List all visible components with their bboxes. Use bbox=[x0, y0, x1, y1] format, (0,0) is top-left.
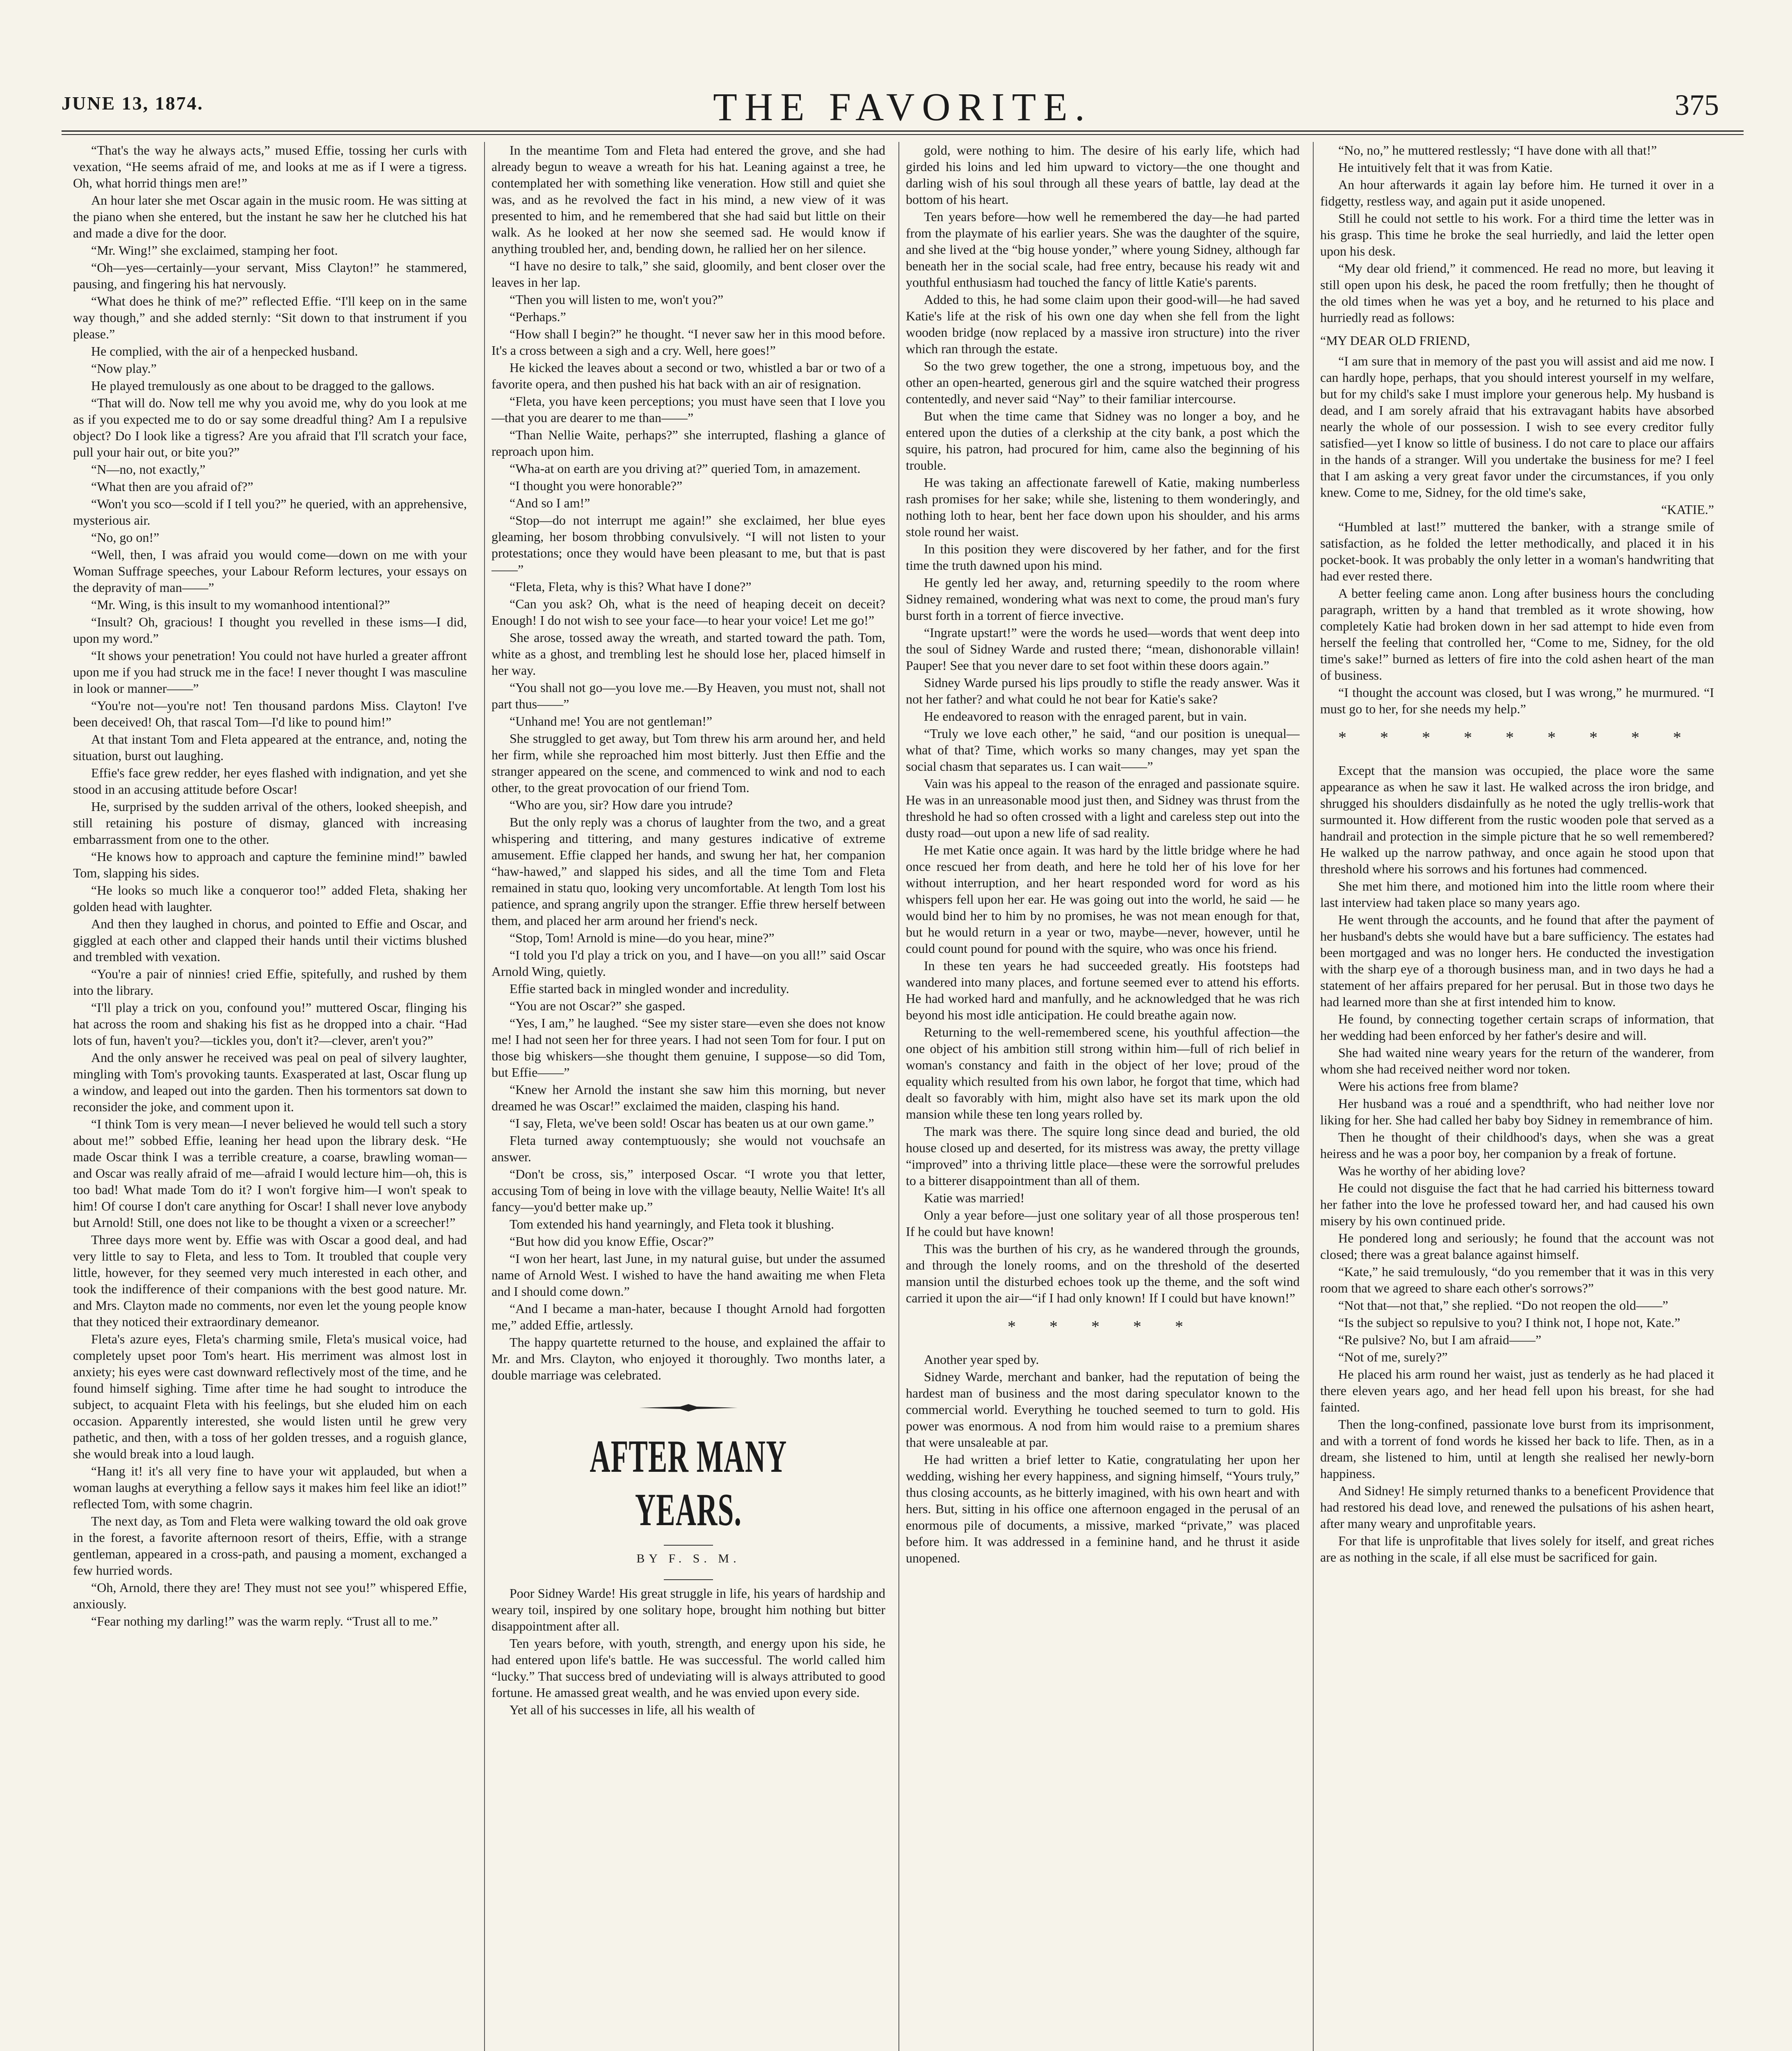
paragraph: He had written a brief letter to Katie, congratulating her upon her wedding, wishing her every happiness, and signing himself, “Yours truly,” thus closing accounts, as he bitterly imagined, with his own heart and with hers. But, sitting in his office one afternoon engaged in the perusal of an enormous pile of documents, a missive, marked “private,” was placed before him. It was addressed in a feminine hand, and he thrust it aside unopened. bbox=[906, 1452, 1300, 1565]
paragraph: “You shall not go—you love me.—By Heaven, you must not, shall not part thus——” bbox=[491, 680, 885, 711]
paragraph: In the meantime Tom and Fleta had entered the grove, and she had already begun to weave a wreath for his hat. Leaning against a tree, he contemplated her with something like veneration. How still and quiet she was, and as he revolved the fact in his mind, a new view of it was presented to him, and he remembered that she had said but little on their walk. As he looked at her now she seemed sad. He would know if anything troubled her, and, bending down, he rallied her on her silence. bbox=[491, 143, 885, 256]
paragraph: “That's the way he always acts,” mused Effie, tossing her curls with vexation, “He seems afraid of me, and looks at me as if I were a tigress. Oh, what horrid things men are!” bbox=[73, 143, 467, 190]
paragraph: “Fear nothing my darling!” was the warm reply. “Trust all to me.” bbox=[91, 1614, 438, 1628]
paragraph: And Sidney! He simply returned thanks to a beneficent Providence that had restored his dead love, and renewed the pulsations of his ashen heart, after many weary and unprofitable years. bbox=[1320, 1483, 1714, 1531]
story-text-part-4 bbox=[1320, 518, 1714, 717]
paragraph: “It shows your penetration! You could not have hurled a greater affront upon me if you had struck me in the face! I never thought I was masculine in look or manner——” bbox=[73, 648, 467, 696]
paragraph: “And so I am!” bbox=[510, 496, 590, 510]
paragraph: He intuitively felt that it was from Katie. bbox=[1338, 160, 1553, 175]
section-break-stars: * * * * * * * * * bbox=[1338, 728, 1696, 747]
paragraph: “Who are you, sir? How dare you intrude? bbox=[510, 797, 733, 812]
paragraph: Vain was his appeal to the reason of the enraged and passionate squire. He was in an unreasonable mood just then, and Sidney was thrust from the threshold he had so often crossed with a light and careless step out into the dusty road—out upon a new life of sad reality. bbox=[906, 776, 1300, 840]
paragraph: “I won her heart, last June, in my natural guise, but under the assumed name of Arnold West. I wished to have the hand awaiting me when Fleta and I should come down.” bbox=[491, 1251, 885, 1299]
paragraph: “He looks so much like a conqueror too!” added Fleta, shaking her golden head with laughter. bbox=[73, 883, 467, 914]
paragraph: “What then are you afraid of?” bbox=[91, 479, 254, 494]
paragraph: “Won't you sco—scold if I tell you?” he queried, with an apprehensive, mysterious air. bbox=[73, 496, 467, 528]
masthead bbox=[62, 84, 1744, 129]
paragraph: Was he worthy of her abiding love? bbox=[1338, 1163, 1525, 1178]
paragraph: “I have no desire to talk,” she said, gloomily, and bent closer over the leaves in her lap. bbox=[491, 258, 885, 290]
paragraph: “How shall I begin?” he thought. “I never saw her in this mood before. It's a cross between a sigh and a cry. Well, here goes!” bbox=[491, 327, 885, 358]
paragraph: She struggled to get away, but Tom threw his arm around her, and held her firm, while she reproached him most bitterly. Just then Effie and the stranger appeared on the scene, and commenced to wink and nod to each other, to the great provocation of our friend Tom. bbox=[491, 731, 885, 795]
paragraph: He met Katie once again. It was hard by the little bridge where he had once rescued her from death, and here he told her of his love for her without interruption, and her heart responded word for word as his whispers fell upon her ear. He was going out into the world, he said — he would bind her to him by no promises, he was not mean enough for that, but he would return in a year or two, maybe—never, however, until he could count pound for pound with the squire, who was once his friend. bbox=[906, 843, 1300, 956]
paragraph: An hour later she met Oscar again in the music room. He was sitting at the piano when she entered, but the instant he saw her he clutched his hat and made a dive for the door. bbox=[73, 193, 467, 240]
paragraph: “Mr. Wing!” she exclaimed, stamping her foot. bbox=[91, 243, 338, 258]
paragraph: Added to this, he had some claim upon their good-will—he had saved Katie's life at the risk of his own one day when she fell from the light wooden bridge (now replaced by a massive iron structure) into the river which ran through the estate. bbox=[906, 292, 1300, 356]
headline-rule bbox=[664, 1545, 713, 1546]
paragraph: In these ten years he had succeeded greatly. His footsteps had wandered into many places, and fortune seemed ever to attend his efforts. He had worked hard and manfully, and he acknowledged that he was rich beyond his most idle anticipation. He could breathe again now. bbox=[906, 958, 1300, 1022]
paragraph: “Is the subject so repulsive to you? I think not, I hope not, Kate.” bbox=[1338, 1315, 1680, 1330]
paragraph: “Than Nellie Waite, perhaps?” she interrupted, flashing a glance of reproach upon him. bbox=[491, 427, 885, 459]
paragraph: He found, by connecting together certain scraps of information, that her wedding had been enforced by her father's desire and will. bbox=[1320, 1012, 1714, 1043]
paragraph: “You're a pair of ninnies! cried Effie, spitefully, and rushed by them into the library. bbox=[73, 966, 467, 998]
paragraph: “I thought you were honorable?” bbox=[510, 478, 683, 493]
paragraph: “Hang it! it's all very fine to have your wit applauded, but when a woman laughs at everything a fellow says it makes him feel like an idiot!” reflected Tom, with some chagrin. bbox=[73, 1464, 467, 1511]
paragraph: “No, go on!” bbox=[91, 530, 160, 545]
paragraph: The mark was there. The squire long since dead and buried, the old house closed up and deserted, for its mistress was away, the pretty village “improved” into a thriving little place—these were the sorrowful preludes to a bitterer disappointment than all of them. bbox=[906, 1124, 1300, 1188]
paragraph: “You are not Oscar?” she gasped. bbox=[510, 998, 686, 1013]
paragraph: She arose, tossed away the wreath, and started toward the path. Tom, white as a ghost, and trembling lest he should lose her, placed himself in her way. bbox=[491, 630, 885, 678]
paragraph: “Oh, Arnold, there they are! They must not see you!” whispered Effie, anxiously. bbox=[73, 1580, 467, 1611]
paragraph: An hour afterwards it again lay before him. He turned it over in a fidgetty, restless way, and again put it aside unopened. bbox=[1320, 177, 1714, 208]
paragraph: “Perhaps.” bbox=[510, 309, 566, 324]
paragraph: “My dear old friend,” it commenced. He read no more, but leaving it still open upon his desk, he paced the room fretfully; then he thought of the old times when he was yet a boy, and he returned to his place and hurriedly read as follows: bbox=[1320, 261, 1714, 325]
story-byline: BY F. S. M. bbox=[636, 1552, 741, 1565]
paragraph: “Not that—not that,” she replied. “Do not reopen the old——” bbox=[1338, 1298, 1669, 1313]
paragraph: “Re pulsive? No, but I am afraid——” bbox=[1338, 1332, 1541, 1347]
paragraph: Fleta turned away contemptuously; she would not vouchsafe an answer. bbox=[491, 1133, 885, 1164]
paragraph: “Oh—yes—certainly—your servant, Miss Clayton!” he stammered, pausing, and fingering his hat nervously. bbox=[73, 260, 467, 291]
paragraph: “Insult? Oh, gracious! I thought you revelled in these isms—I did, upon my word.” bbox=[73, 614, 467, 646]
paragraph: He kicked the leaves about a second or two, whistled a bar or two of a favorite opera, and then pushed his hat back with an air of resignation. bbox=[491, 360, 885, 391]
paragraph: “Yes, I am,” he laughed. “See my sister stare—even she does not know me! I had not seen her for three years. I had not seen Tom for four. I put on those big whiskers—she thought them genuine, I suppose—so did Tom, but Effie——” bbox=[491, 1016, 885, 1080]
column-3 bbox=[906, 142, 1300, 2051]
paragraph: This was the burthen of his cry, as he wandered through the grounds, and through the lonely rooms, and on the threshold of the deserted mansion until the disturbed echoes took up the theme, and the soft wind carried it upon the air—“if I had only known! If I could but have known!” bbox=[906, 1241, 1300, 1305]
paragraph: He went through the accounts, and he found that after the payment of her husband's debts she would have but a bare sufficiency. The estates had been mortgaged and was no longer hers. He conducted the investigation with the sharp eye of a thorough business man, and in two days he had a statement of her affairs prepared for her perusal. But in those two days he had learned more than she at first intended him to know. bbox=[1320, 912, 1714, 1009]
paragraph: “Wha-at on earth are you driving at?” queried Tom, in amazement. bbox=[510, 461, 861, 476]
paragraph: “N—no, not exactly,” bbox=[91, 462, 206, 477]
story-headline: AFTER MANY YEARS. bbox=[590, 1431, 787, 1535]
paragraph: He gently led her away, and, returning speedily to the room where Sidney remained, wondering what was next to come, the proud man's fury burst forth in a torrent of fierce invective. bbox=[906, 575, 1300, 623]
paragraph: Only a year before—just one solitary year of all those prosperous ten! If he could but have known! bbox=[906, 1208, 1300, 1239]
masthead-rule bbox=[62, 130, 1744, 135]
paragraph: “Mr. Wing, is this insult to my womanhood intentional?” bbox=[91, 597, 390, 612]
column-divider bbox=[484, 142, 485, 2051]
paragraph: “Knew her Arnold the instant she saw him this morning, but never dreamed he was Oscar!” exclaimed the maiden, clasping his hand. bbox=[491, 1082, 885, 1113]
paragraph: Then he thought of their childhood's days, when she was a great heiress and he was a poor boy, her companion by a freak of fortune. bbox=[1320, 1130, 1714, 1161]
paragraph: “You're not—you're not! Ten thousand pardons Miss. Clayton! I've been deceived! Oh, that rascal Tom—I'd like to pound him!” bbox=[73, 698, 467, 729]
paragraph: “Truly we love each other,” he said, “and our position is unequal—what of that? Time, which works so many changes, may yet span the social chasm that separates us. I can wait——” bbox=[906, 726, 1300, 774]
paragraph: Then the long-confined, passionate love burst from its imprisonment, and with a torrent of fond words he kissed her back to life. Then, as in a dream, she listened to him, until at length she realised her newly-born happiness. bbox=[1320, 1417, 1714, 1481]
letter-body: “I am sure that in memory of the past you will assist and aid me now. I can hardly hope, perhaps, that you should interest yourself in my welfare, but for my child's sake I must implore your generous help. My husband is dead, and I am sorely afraid that his extravagant habits have absorbed nearly the whole of our possession. I wish to see every creditor fully satisfied—yet I know so little of business. I do not care to place our affairs in the hands of a stranger. Will you undertake the business for me? I feel that I am asking a very great favor under the circumstances, if you only knew. Come to me, Sidney, for the old time's sake, bbox=[1320, 354, 1714, 500]
paragraph: “Can you ask? Oh, what is the need of heaping deceit on deceit? Enough! I do not wish to see your face—to hear your voice! Let me go!” bbox=[491, 596, 885, 628]
paragraph: Sidney Warde pursed his lips proudly to stifle the ready answer. Was it not her father? and what could he not bear for Katie's sake? bbox=[906, 675, 1300, 706]
paragraph: But the only reply was a chorus of laughter from the two, and a great whispering and tittering, and many gestures indicative of extreme amusement. Effie clapped her hands, and swung her hat, her companion “haw-hawed,” and slapped his sides, and all the time Tom and Fleta remained in statu quo, looking very uncomfortable. At length Tom lost his patience, and sprang angrily upon the stranger. Effie threw herself between them, and placed her arm around her friend's neck. bbox=[491, 815, 885, 928]
paragraph: “I thought the account was closed, but I was wrong,” he murmured. “I must go to her, for she needs my help.” bbox=[1320, 685, 1714, 716]
paragraph: “I told you I'd play a trick on you, and I have—on you all!” said Oscar Arnold Wing, quietly. bbox=[491, 948, 885, 979]
section-break-stars: * * * * * bbox=[1008, 1317, 1198, 1336]
paragraph: And the only answer he received was peal on peal of silvery laughter, mingling with Tom's provoking taunts. Exasperated at last, Oscar flung up a window, and leaped out into the garden. Then his tormentors sat down to reconsider the joke, and comment upon it. bbox=[73, 1050, 467, 1114]
paragraph: He played tremulously as one about to be dragged to the gallows. bbox=[91, 378, 435, 393]
paragraph: Returning to the well-remembered scene, his youthful affection—the one object of his ambition still strong within him—full of rich belief in woman's constancy and faith in the object of her love; proud of the equality which resulted from his own labor, he forgot that time, which had dealt so favorably with him, might also have set its mark upon the old mansion while these ten long years rolled by. bbox=[906, 1025, 1300, 1121]
column-2 bbox=[491, 142, 885, 2051]
ornamental-divider bbox=[491, 1400, 885, 1416]
paragraph: The happy quartette returned to the house, and explained the affair to Mr. and Mrs. Clayton, who enjoyed it thoroughly. Two months later, a double marriage was celebrated. bbox=[491, 1335, 885, 1382]
paragraph: “Stop—do not interrupt me again!” she exclaimed, her blue eyes gleaming, her bosom throbbing convulsively. “I will not listen to your protestations; once they would have been pleasant to me, but that is past——” bbox=[491, 513, 885, 577]
paragraph: At that instant Tom and Fleta appeared at the entrance, and, noting the situation, burst out laughing. bbox=[73, 732, 467, 763]
paragraph: Her husband was a roué and a spendthrift, who had neither love nor liking for her. She had called her baby boy Sidney in remembrance of him. bbox=[1320, 1096, 1714, 1127]
paragraph: So the two grew together, the one a strong, impetuous boy, and the other an open-hearted, generous girl and the squire watched their progress contentedly, and never said “Nay” to their familiar intercourse. bbox=[906, 359, 1300, 406]
paragraph: Tom extended his hand yearningly, and Fleta took it blushing. bbox=[510, 1217, 834, 1231]
story-opening-text bbox=[491, 1585, 885, 1718]
paragraph: Another year sped by. bbox=[924, 1352, 1039, 1367]
paragraph: Poor Sidney Warde! His great struggle in life, his years of hardship and weary toil, inspired by one solitary hope, brought him nothing but bitter disappointment after all. bbox=[491, 1586, 885, 1633]
paragraph: He could not disguise the fact that he had carried his bitterness toward her father into the love he professed toward her, and had caused his own misery by his own continued pride. bbox=[1320, 1181, 1714, 1228]
paragraph: “Now play.” bbox=[91, 361, 157, 376]
paragraph: “Unhand me! You are not gentleman!” bbox=[510, 714, 713, 729]
paragraph: Still he could not settle to his work. For a third time the letter was in his grasp. This time he broke the seal hurriedly, and laid the letter open upon his desk. bbox=[1320, 211, 1714, 258]
paragraph: He endeavored to reason with the enraged parent, but in vain. bbox=[924, 709, 1247, 724]
paragraph: Effie's face grew redder, her eyes flashed with indignation, and yet she stood in an accusing attitude before Oscar! bbox=[73, 765, 467, 797]
paragraph: “I say, Fleta, we've been sold! Oscar has beaten us at our own game.” bbox=[510, 1116, 874, 1131]
paragraph: Ten years before, with youth, strength, and energy upon his side, he had entered upon life's battle. He was successful. The world called him “lucky.” That success bred of undeviating will is always attributed to good fortune. He amassed great wealth, and he was envied upon every side. bbox=[491, 1636, 885, 1700]
paragraph: “But how did you know Effie, Oscar?” bbox=[510, 1234, 714, 1249]
issue-date: JUNE 13, 1874. bbox=[62, 93, 204, 114]
paragraph: “Stop, Tom! Arnold is mine—do you hear, mine?” bbox=[510, 930, 775, 945]
paragraph: “I'll play a trick on you, confound you!” muttered Oscar, flinging his hat across the room and shaking his fist as he dropped into a chair. “Had lots of fun, haven't you?—tickles you, don't it?—clever, aren't you?” bbox=[73, 1000, 467, 1048]
paragraph: In this position they were discovered by her father, and for the first time the truth dawned upon his mind. bbox=[906, 541, 1300, 573]
paragraph: Ten years before—how well he remembered the day—he had parted from the playmate of his earlier years. She was the daughter of the squire, and she lived at the “big house yonder,” where young Sidney, although far beneath her in the social scale, had free entry, because his ready wit and youthful enthusiasm had touched the fancy of little Katie's parents. bbox=[906, 209, 1300, 290]
paragraph: Were his actions free from blame? bbox=[1338, 1079, 1518, 1094]
column-1 bbox=[73, 142, 467, 2051]
paragraph: “He knows how to approach and capture the feminine mind!” bawled Tom, slapping his sides. bbox=[73, 849, 467, 880]
paragraph: Yet all of his successes in life, all his wealth of bbox=[510, 1702, 755, 1717]
paragraph: He complied, with the air of a henpecked husband. bbox=[91, 344, 358, 359]
paragraph: “Fleta, Fleta, why is this? What have I done?” bbox=[510, 579, 752, 594]
paragraph: Effie started back in mingled wonder and incredulity. bbox=[510, 981, 789, 996]
column-4 bbox=[1320, 142, 1714, 2051]
column-divider bbox=[898, 142, 899, 2051]
paragraph: “No, no,” he muttered restlessly; “I have done with all that!” bbox=[1338, 143, 1657, 158]
paragraph: Except that the mansion was occupied, the place wore the same appearance as when he saw it last. He walked across the iron bridge, and shrugged his shoulders disdainfully as he noted the ugly trellis-work that surmounted it. How different from the rustic wooden pole that served as a handrail and protection in the simple picture that he so well remembered? He walked up the narrow pathway, and once again he stood upon that threshold where his sorrows and his fortunes had commenced. bbox=[1320, 763, 1714, 876]
page-number: 375 bbox=[1675, 89, 1719, 121]
story-conclusion-text bbox=[491, 142, 885, 1383]
paragraph: He pondered long and seriously; he found that the account was not closed; there was a great balance against himself. bbox=[1320, 1231, 1714, 1262]
paragraph: Three days more went by. Effie was with Oscar a good deal, and had very little to say to Fleta, and less to Tom. It troubled that couple very little, however, for they seemed very much interested in each other, and took the indifference of their companions with the best good nature. Mr. and Mrs. Clayton made no comments, nor even let the young people know that they noticed their extraordinary demeanor. bbox=[73, 1232, 467, 1329]
paragraph: Katie was married! bbox=[924, 1190, 1025, 1205]
paragraph: She met him there, and motioned him into the little room where their last interview had taken place so many years ago. bbox=[1320, 879, 1714, 910]
letter-signature: “KATIE.” bbox=[1661, 502, 1714, 517]
paragraph: “That will do. Now tell me why you avoid me, why do you look at me as if you expected me to do or say some dreadful thing? Am I a repulsive object? Do I look like a tigress? Are you afraid that I'll scratch your face, pull your hair out, or bite you?” bbox=[73, 395, 467, 459]
paragraph: He placed his arm round her waist, just as tenderly as he had placed it there eleven years ago, and her head fell upon his breast, for she had fainted. bbox=[1320, 1367, 1714, 1414]
paragraph: For that life is unprofitable that lives solely for itself, and great riches are as nothing in the scale, if all else must be sacrificed for gain. bbox=[1320, 1533, 1714, 1565]
paragraph: “Not of me, surely?” bbox=[1338, 1350, 1448, 1364]
story-text-part-2 bbox=[906, 1351, 1300, 1566]
paragraph: “I think Tom is very mean—I never believed he would tell such a story about me!” sobbed Effie, leaning her head upon the library desk. “He made Oscar think I was a terrible creature, a coarse, brawling woman—and Oscar was really afraid of me—afraid I would lecture him—oh, this is too bad! What made Tom do it? I won't forgive him—I won't speak to him! Of course I don't care anything for Oscar! I shall never love anybody but Arnold! Still, one does not like to be thought a vixen or a screecher!” bbox=[73, 1117, 467, 1230]
paragraph: “Humbled at last!” muttered the banker, with a strange smile of satisfaction, as he folded the letter methodically, and placed it in his pocket-book. It was probably the only letter in a woman's handwriting that had ever rested there. bbox=[1320, 519, 1714, 583]
paragraph: A better feeling came anon. Long after business hours the concluding paragraph, written by a hand that trembled as it wrote showing, how completely Katie had broken down in her sad attempt to hide even from herself the feeling that controlled her, “Come to me, Sidney, for the old time's sake!” burned as letters of fire into the cold ashen heart of the man of business. bbox=[1320, 586, 1714, 683]
story-text-part-5 bbox=[1320, 762, 1714, 1565]
paragraph: “Kate,” he said tremulously, “do you remember that it was in this very room that we agreed to share each other's sorrows?” bbox=[1320, 1264, 1714, 1295]
column-divider bbox=[1313, 142, 1314, 2051]
paragraph: “Don't be cross, sis,” interposed Oscar. “I wrote you that letter, accusing Tom of being in love with the village beauty, Nellie Waite! It's all fancy—you'd better make up.” bbox=[491, 1167, 885, 1214]
byline-rule bbox=[664, 1579, 713, 1580]
paragraph: But when the time came that Sidney was no longer a boy, and he entered upon the duties of a clerkship at the city bank, a post which the squire, his patron, had procured for him, came also the beginning of his trouble. bbox=[906, 409, 1300, 473]
paragraph: The next day, as Tom and Fleta were walking toward the old oak grove in the forest, a favorite afternoon resort of theirs, Effie, with a strange gentleman, appeared in a cross-path, and pausing a moment, exchanged a few hurried words. bbox=[73, 1514, 467, 1578]
paragraph: “And I became a man-hater, because I thought Arnold had forgotten me,” added Effie, artlessly. bbox=[491, 1301, 885, 1332]
paragraph: And then they laughed in chorus, and pointed to Effie and Oscar, and giggled at each other and clapped their hands until their victims blushed and trembled with vexation. bbox=[73, 916, 467, 964]
paragraph: “Well, then, I was afraid you would come—down on me with your Woman Suffrage speeches, your Labour Reform lectures, your essays on the depravity of man——” bbox=[73, 547, 467, 595]
letter-salutation: “MY DEAR OLD FRIEND, bbox=[1320, 333, 1470, 348]
paragraph: “Ingrate upstart!” were the words he used—words that went deep into the soul of Sidney Warde and rusted there; “mean, dishonorable villain! Pauper! See that you never dare to set foot within these doors again.” bbox=[906, 625, 1300, 673]
paragraph: Fleta's azure eyes, Fleta's charming smile, Fleta's musical voice, had completely upset poor Tom's heart. His merriment was almost lost in anxiety; his eyes were cast downward reflectively most of the time, and he found himself sighing. Time after time he had sought to introduce the subject, to acquaint Fleta with his feelings, but she eluded him on each occasion. Apparently interested, she would listen until he grew very pathetic, and then, with a toss of her golden tresses, and a roguish glance, she would break into a loud laugh. bbox=[73, 1332, 467, 1461]
paragraph: Sidney Warde, merchant and banker, had the reputation of being the hardest man of business and the most daring speculator known to the commercial world. Everything he touched seemed to turn to gold. His power was enormous. A nod from him would raise to a premium shares that were unsaleable at par. bbox=[906, 1369, 1300, 1450]
paragraph: He was taking an affectionate farewell of Katie, making numberless rash promises for her sake; while she, listening to them wonderingly, and nothing loth to hear, bent her face down upon his shoulder, and his arms stole round her waist. bbox=[906, 475, 1300, 539]
paragraph: “Fleta, you have keen perceptions; you must have seen that I love you—that you are dearer to me than——” bbox=[491, 394, 885, 425]
newspaper-title: THE FAVORITE. bbox=[713, 85, 1092, 129]
paragraph: “Then you will listen to me, won't you?” bbox=[510, 292, 724, 307]
paragraph: She had waited nine weary years for the return of the wanderer, from whom she had received neither word nor token. bbox=[1320, 1045, 1714, 1076]
story-continuation-text bbox=[73, 142, 467, 1629]
story-text-part-3 bbox=[1320, 142, 1714, 326]
paragraph: “What does he think of me?” reflected Effie. “I'll keep on in the same way though,” and she added sternly: “Sit down to that instrument if you please.” bbox=[73, 294, 467, 341]
story-text-part-1 bbox=[906, 142, 1300, 1306]
paragraph: He, surprised by the sudden arrival of the others, looked sheepish, and still retaining his posture of dismay, glanced with increasing embarrassment from one to the other. bbox=[73, 799, 467, 847]
paragraph: gold, were nothing to him. The desire of his early life, which had girded his loins and led him upward to victory—the one thought and darling wish of his soul through all these years of battle, lay dead at the bottom of his heart. bbox=[906, 143, 1300, 207]
